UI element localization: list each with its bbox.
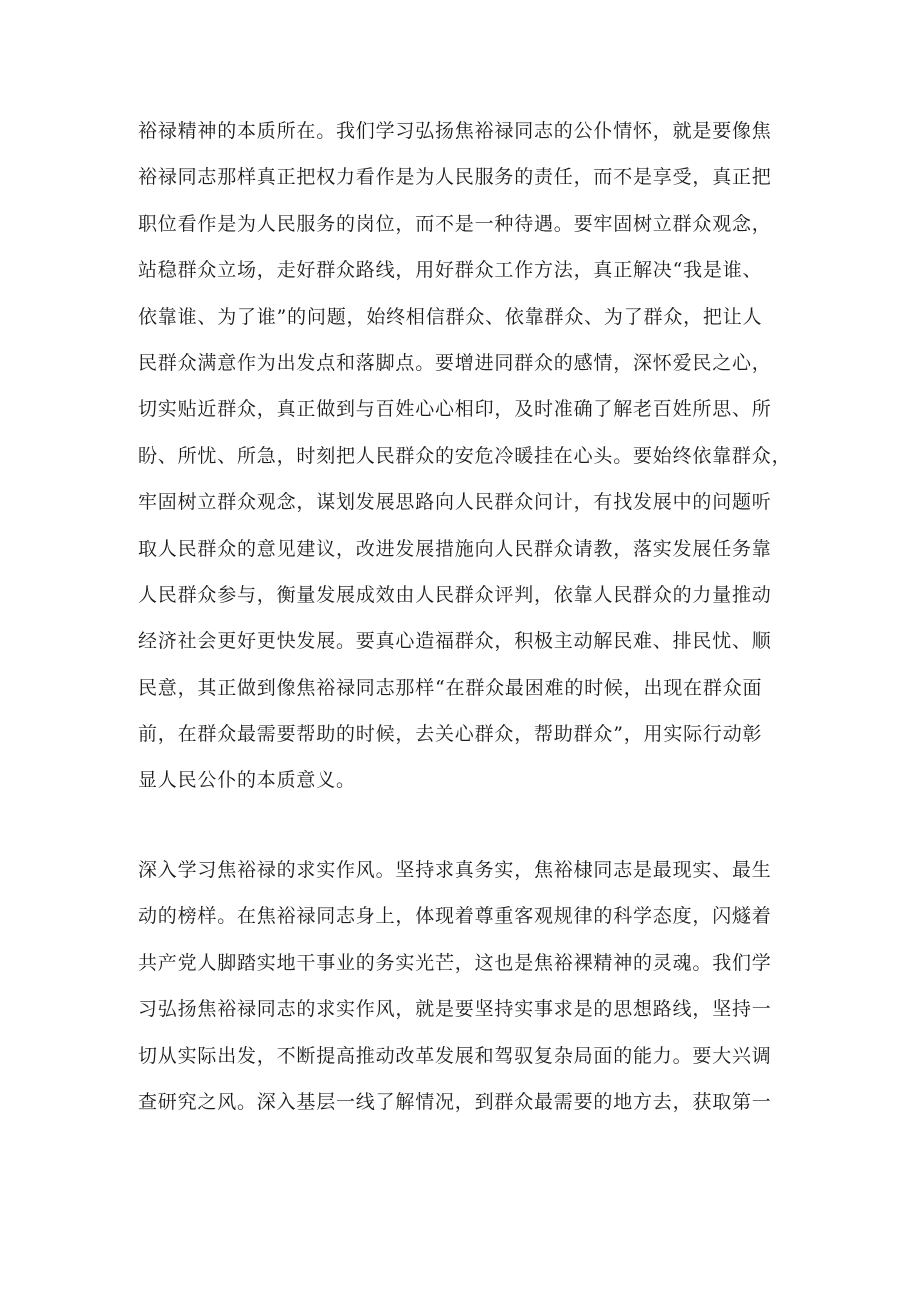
text-line: 牢固树立群众观念，谋划发展思路向人民群众问计，有找发展中的问题听 <box>138 491 772 514</box>
text-line: 前，在群众最需要帮助的时候，去关心群众，帮助群众”，用实际行动彰 <box>138 723 763 746</box>
text-line: 查研究之风。深入基层一线了解情况，到群众最需要的地方去，获取第一 <box>138 1090 772 1113</box>
text-line: 民意，其正做到像焦裕禄同志那样“在群众最困难的时候，出现在群众面 <box>138 676 763 699</box>
text-line: 动的榜样。在焦裕禄同志身上，体现着尊重客观规律的科学态度，闪燧着 <box>138 905 772 928</box>
text-line: 切从实际出发，不断提高推动改革发展和驾驭复杂局面的能力。要大兴调 <box>138 1044 772 1067</box>
text-line: 人民群众参与，衡量发展成效由人民群众评判，依靠人民群众的力量推动 <box>138 583 772 606</box>
paragraph <box>138 847 772 1125</box>
text-line: 切实贴近群众，真正做到与百姓心心相印，及时准确了解老百姓所思、所 <box>138 398 772 421</box>
text-line: 习弘扬焦裕禄同志的求实作风，就是要坚持实事求是的思想路线，坚持一 <box>138 998 772 1021</box>
paragraph <box>138 108 791 804</box>
text-line: 显人民公仆的本质意义。 <box>138 769 356 792</box>
text-line: 共产党人脚踏实地干事业的务实光芒，这也是焦裕裸精神的灵魂。我们学 <box>138 951 772 974</box>
text-line: 深入学习焦裕禄的求实作风。坚持求真务实，焦裕棣同志是最现实、最生 <box>138 859 772 881</box>
text-line: 裕禄精神的本质所在。我们学习弘扬焦裕禄同志的公仆情怀，就是要像焦 <box>138 120 772 142</box>
text-line: 盼、所忧、所急，时刻把人民群众的安危冷暖挂在心头。要始终依靠群众， <box>138 444 792 467</box>
text-line: 裕禄同志那样真正把权力看作是为人民服务的责任，而不是享受，真正把 <box>138 166 772 189</box>
text-line: 依靠谁、为了谁”的问题，始终相信群众、依靠群众、为了群众，把让人 <box>138 305 763 328</box>
text-line: 取人民群众的意见建议，改进发展措施向人民群众请教，落实发展任务靠 <box>138 537 772 560</box>
text-line: 民群众满意作为出发点和落脚点。要增进同群众的感情，深怀爱民之心， <box>138 351 772 374</box>
text-line: 职位看作是为人民服务的岗位，而不是一种待遇。要牢固树立群众观念， <box>138 212 772 235</box>
text-line: 站稳群众立场，走好群众路线，用好群众工作方法，真正解决“我是谁、 <box>138 259 763 282</box>
text-line: 经济社会更好更快发展。要真心造福群众，积极主动解民难、排民忧、顺 <box>138 630 772 653</box>
